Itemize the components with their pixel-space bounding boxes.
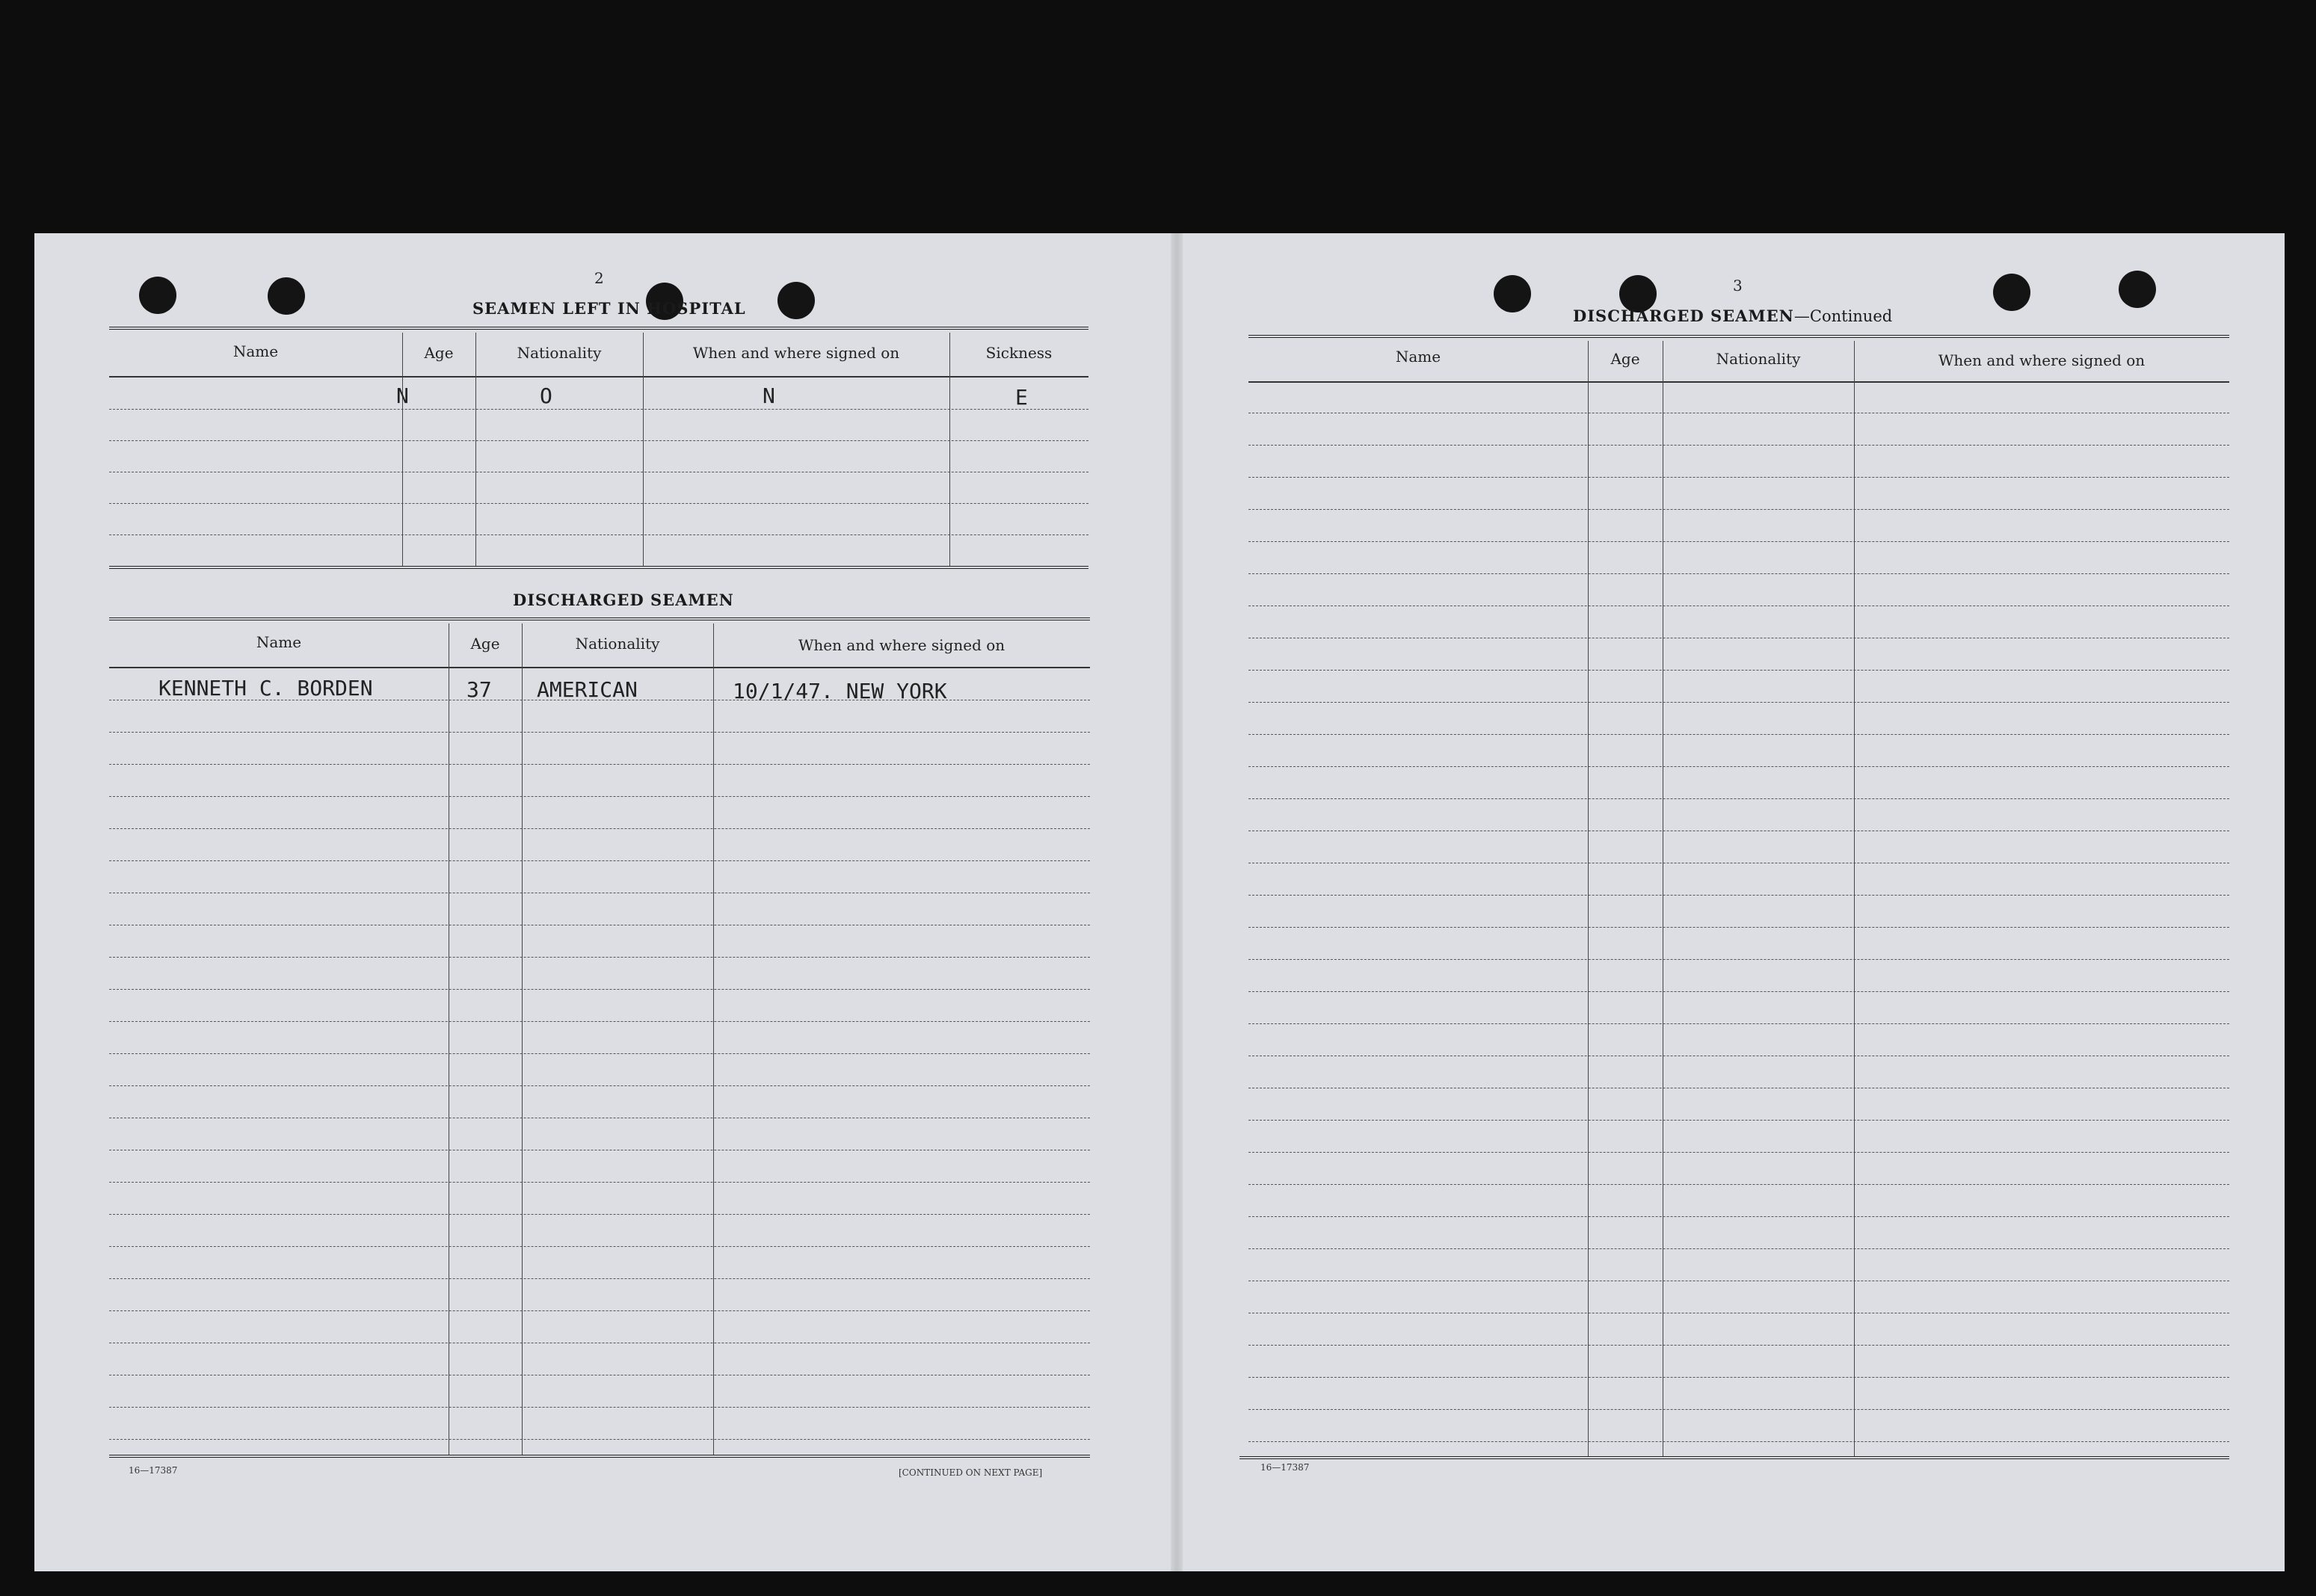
ruled-line xyxy=(109,1246,1090,1247)
right-header-age: Age xyxy=(1610,350,1640,368)
hospital-row-line xyxy=(109,409,1088,410)
hospital-bottom-rule xyxy=(109,566,1088,569)
ruled-line xyxy=(109,1439,1090,1440)
ruled-line xyxy=(1248,1345,2229,1346)
ruled-line xyxy=(1248,541,2229,542)
ruled-line xyxy=(109,1053,1090,1054)
seaman-nationality: AMERICAN xyxy=(537,677,638,702)
hospital-header-age: Age xyxy=(424,344,454,362)
hospital-row-line xyxy=(109,534,1088,535)
ruled-line xyxy=(109,1085,1090,1086)
discharged-col-divider xyxy=(522,623,523,1455)
ruled-line xyxy=(109,989,1090,990)
ruled-line xyxy=(1248,991,2229,992)
right-col-divider xyxy=(1854,341,1855,1456)
ruled-line xyxy=(1248,573,2229,574)
left-page-number: 2 xyxy=(594,269,604,287)
right-header-signed-on: When and where signed on xyxy=(1938,351,2146,369)
seaman-age: 37 xyxy=(466,677,492,702)
document-sheet xyxy=(34,233,2285,1571)
ruled-line xyxy=(1248,927,2229,928)
ruled-line xyxy=(1248,1120,2229,1121)
seaman-signed-on: 10/1/47. NEW YORK xyxy=(733,679,947,703)
punch-hole xyxy=(777,282,815,319)
ruled-line xyxy=(1248,734,2229,735)
ruled-line xyxy=(109,764,1090,765)
ruled-line xyxy=(109,860,1090,861)
ruled-line xyxy=(1248,766,2229,767)
hospital-header-sickness: Sickness xyxy=(985,344,1053,362)
discharged-header-age: Age xyxy=(470,635,500,653)
seaman-name: KENNETH C. BORDEN xyxy=(158,676,373,700)
ruled-line xyxy=(1248,1152,2229,1153)
hospital-header-nationality: Nationality xyxy=(517,344,602,362)
hospital-section-title: SEAMEN LEFT IN HOSPITAL xyxy=(472,299,746,318)
ruled-line xyxy=(1248,1377,2229,1378)
discharged-section-title: DISCHARGED SEAMEN xyxy=(513,591,734,609)
right-title-suffix: —Continued xyxy=(1793,307,1893,325)
punch-hole xyxy=(1494,275,1531,312)
hospital-col-divider xyxy=(475,333,476,566)
ruled-line xyxy=(109,957,1090,958)
ruled-line xyxy=(109,1278,1090,1279)
ruled-line xyxy=(1248,477,2229,478)
right-header-nationality: Nationality xyxy=(1716,350,1801,368)
none-letter: N xyxy=(396,383,409,408)
none-letter: O xyxy=(540,383,552,408)
hospital-col-divider xyxy=(949,333,950,566)
ruled-line xyxy=(1248,959,2229,960)
ruled-line xyxy=(109,1182,1090,1183)
ruled-line xyxy=(1248,1248,2229,1249)
discharged-bottom-rule xyxy=(109,1455,1090,1458)
right-bottom-rule xyxy=(1239,1456,2229,1459)
right-header-rule xyxy=(1248,381,2229,383)
punch-hole xyxy=(1993,274,2030,311)
discharged-top-rule xyxy=(109,617,1090,620)
ruled-line xyxy=(1248,798,2229,799)
right-page-number: 3 xyxy=(1733,277,1743,295)
ruled-line xyxy=(1248,1441,2229,1442)
discharged-header-name: Name xyxy=(256,633,302,651)
ruled-line xyxy=(1248,895,2229,896)
punch-hole xyxy=(139,277,176,314)
right-section-title xyxy=(1573,306,1892,325)
discharged-header-nationality: Nationality xyxy=(575,635,660,653)
ruled-line xyxy=(1248,1409,2229,1410)
ruled-line xyxy=(1248,1216,2229,1217)
discharged-col-divider xyxy=(713,623,714,1455)
ruled-line xyxy=(109,796,1090,797)
ruled-line xyxy=(109,1310,1090,1311)
hospital-header-rule xyxy=(109,376,1088,378)
discharged-header-rule xyxy=(109,667,1090,668)
ruled-line xyxy=(109,1407,1090,1408)
none-letter: N xyxy=(763,383,775,408)
ruled-line xyxy=(1248,509,2229,510)
right-top-rule xyxy=(1248,335,2229,338)
hospital-top-rule xyxy=(109,327,1088,330)
hospital-col-divider xyxy=(643,333,644,566)
left-form-number: 16—17387 xyxy=(129,1465,178,1476)
hospital-header-name: Name xyxy=(232,342,279,360)
hospital-row-line xyxy=(109,503,1088,504)
continued-note: [CONTINUED ON NEXT PAGE] xyxy=(899,1467,1043,1478)
ruled-line xyxy=(109,1021,1090,1022)
right-form-number: 16—17387 xyxy=(1260,1462,1310,1473)
ruled-line xyxy=(1248,445,2229,446)
ruled-line xyxy=(1248,1184,2229,1185)
ruled-line xyxy=(1248,670,2229,671)
punch-hole xyxy=(268,277,305,315)
hospital-row-line xyxy=(109,440,1088,441)
right-title-text: DISCHARGED SEAMEN xyxy=(1573,306,1794,325)
punch-hole xyxy=(2119,271,2156,308)
ruled-line xyxy=(109,1214,1090,1215)
right-col-divider xyxy=(1588,341,1589,1456)
ruled-line xyxy=(109,732,1090,733)
none-letter: E xyxy=(1015,385,1028,410)
hospital-header-signed-on: When and where signed on xyxy=(692,344,900,362)
ruled-line xyxy=(1248,1023,2229,1024)
hospital-col-divider xyxy=(402,333,403,566)
ruled-line xyxy=(1248,702,2229,703)
discharged-header-signed-on: When and where signed on xyxy=(798,636,1005,654)
right-header-name: Name xyxy=(1395,348,1441,366)
ruled-line xyxy=(109,828,1090,829)
